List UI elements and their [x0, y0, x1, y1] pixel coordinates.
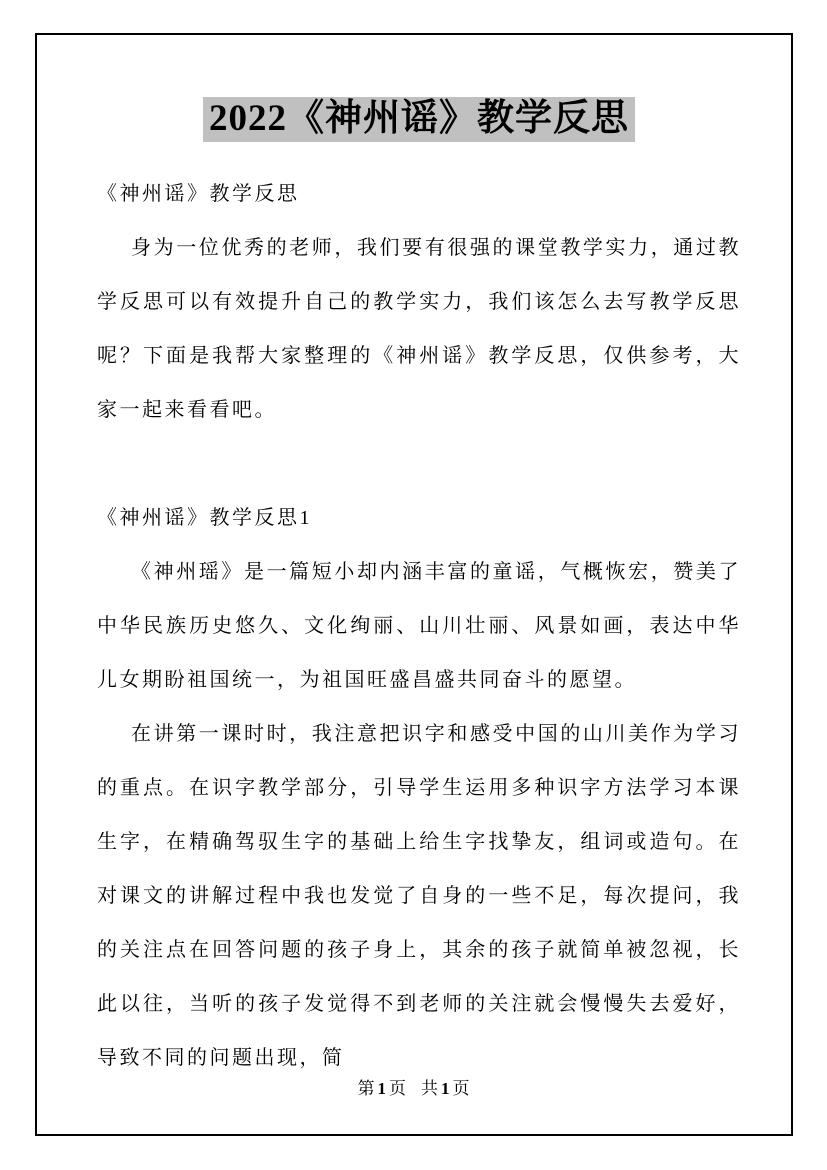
paragraph: [97, 437, 741, 491]
document-sheet: [35, 33, 793, 1136]
paragraph: 《神州谣》教学反思: [97, 183, 300, 205]
footer-page-suffix: 页: [389, 1079, 407, 1098]
paragraph: 《神州瑶》是一篇短小却内涵丰富的童谣，气概恢宏，赞美了中华民族历史悠久、文化绚丽、山川壮丽、风景如画，表达中华儿女期盼祖国统一，为祖国旺盛昌盛共同奋斗的愿望。: [97, 561, 741, 691]
document-content: [37, 95, 791, 1085]
page-title: [97, 95, 741, 143]
paragraph: 身为一位优秀的老师，我们要有很强的课堂教学实力，通过教学反思可以有效提升自己的教学实力，我们该怎么去写教学反思呢？下面是我帮大家整理的《神州谣》教学反思，仅供参考，大家一起来看看吧。: [97, 237, 741, 421]
paragraph: 在讲第一课时时，我注意把识字和感受中国的山川美作为学习的重点。在识字教学部分，引导学生运用多种识字方法学习本课生字，在精确驾驭生字的基础上给生字找挚友，组词或造句。在对课文的讲解过程中我也发觉了自身的一些不足，每次提问，我的关注点在回答问题的孩子身上，其余的孩子就简单被忽视，长此以往，当听的孩子发觉得不到老师的关注就会慢慢失去爱好，导致不同的问题出现，简: [97, 723, 741, 1069]
footer-page-number: 1: [377, 1079, 387, 1098]
page-footer: [37, 1078, 791, 1100]
footer-total-pages: [421, 1079, 471, 1098]
footer-total-suffix: 页: [452, 1079, 471, 1098]
footer-total-number: 1: [441, 1079, 451, 1098]
footer-current-page: [358, 1079, 408, 1098]
footer-total-prefix: 共: [421, 1079, 439, 1098]
document-body: [97, 167, 741, 1085]
title-highlight: 2022《神州谣》教学反思: [203, 97, 635, 142]
footer-page-prefix: 第: [357, 1079, 376, 1098]
paragraph: 《神州谣》教学反思1: [97, 507, 312, 529]
